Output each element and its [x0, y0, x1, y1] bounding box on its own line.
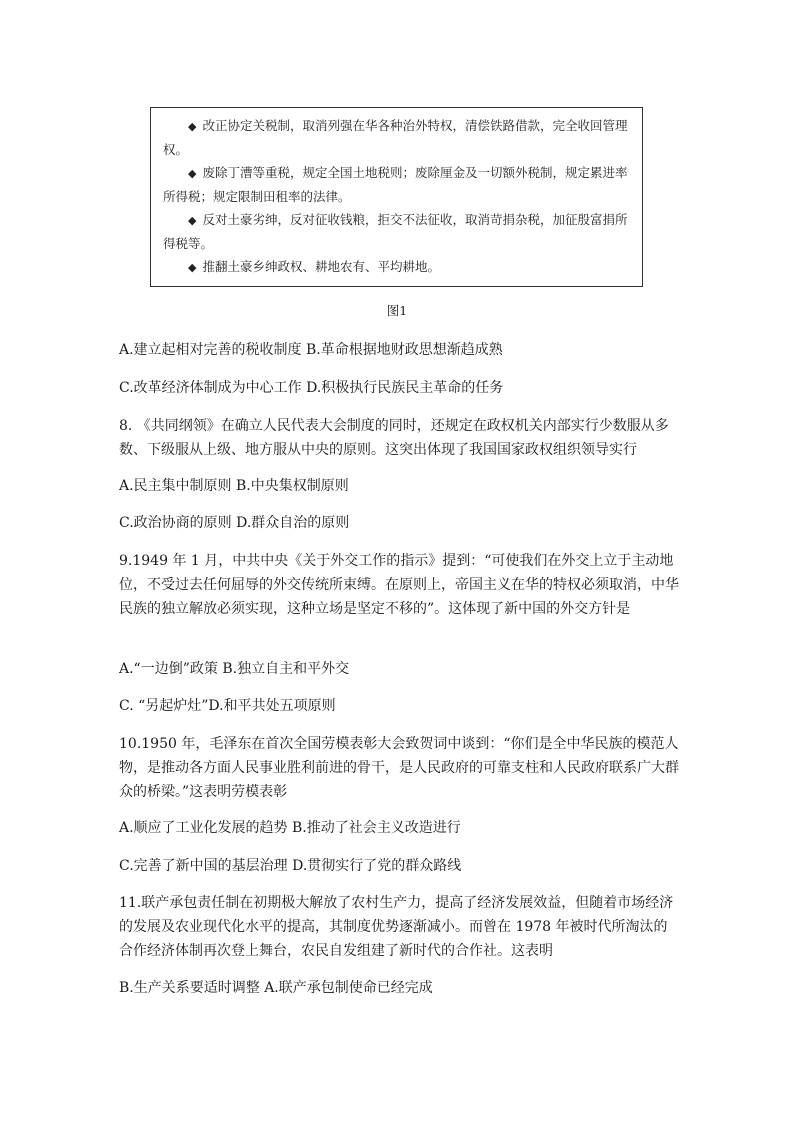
diamond-bullet-icon: ◆: [188, 261, 197, 274]
figure-bullet-text: 改正协定关税制，取消列强在华各种治外特权，清偿铁路借款，完全收回管理权。: [163, 118, 628, 157]
diamond-bullet-icon: ◆: [188, 167, 197, 180]
q8-stem: 8. 《共同纲领》在确立人民代表大会制度的同时，还规定在政权机关内部实行少数服从多数、下级服从上级、地方服从中央的原则。这突出体现了我国国家政权组织领导实行: [119, 418, 669, 458]
q9-stem: 9.1949 年 1 月，中共中央《关于外交工作的指示》提到：“可使我们在外交上立于主动地位，不受过去任何屈辱的外交传统所束缚。在原则上，帝国主义在华的特权必须取消，中华民族的独立解放必须实现，这种立场是坚定不移的”。这体现了新中国的外交方针是: [119, 553, 679, 617]
q7-options-line-2: C.改革经济体制成为中心工作 D.积极执行民族民主革命的任务: [119, 380, 504, 396]
q9-options-line-2: C. “另起炉灶”D.和平共处五项原则: [119, 698, 336, 714]
q10-options-line-1: A.顺应了工业化发展的趋势 B.推动了社会主义改造进行: [119, 820, 461, 836]
figure-bullet-text: 废除丁漕等重税，规定全国土地税则；废除厘金及一切额外税制，规定累进率所得税；规定限制田租率的法律。: [163, 165, 628, 204]
figure-bullet-text: 推翻土豪乡绅政权、耕地农有、平均耕地。: [202, 259, 440, 274]
q8-options-line-1: A.民主集中制原则 B.中央集权制原则: [119, 478, 349, 494]
figure-1-box: [150, 107, 643, 287]
figure-bullet-text: 反对土豪劣绅，反对征收钱粮，拒交不法征收，取消苛捐杂税，加征殷富捐所得税等。: [163, 212, 628, 251]
diamond-bullet-icon: ◆: [188, 120, 197, 133]
figure-caption: 图1: [386, 303, 408, 318]
q7-options-line-1: A.建立起相对完善的税收制度 B.革命根据地财政思想渐趋成熟: [119, 342, 503, 358]
figure-bullet-2: [163, 161, 632, 208]
q10-options-line-2: C.完善了新中国的基层治理 D.贯彻实行了党的群众路线: [119, 858, 462, 874]
figure-bullet-3: [163, 208, 632, 255]
q11-options-line-1: B.生产关系要适时调整 A.联产承包制使命已经完成: [119, 980, 433, 996]
q9-options-line-1: A.“一边倒”政策 B.独立自主和平外交: [119, 661, 350, 677]
diamond-bullet-icon: ◆: [188, 214, 197, 227]
figure-bullet-1: [163, 114, 632, 161]
figure-bullet-4: [163, 255, 632, 279]
q11-stem: 11.联产承包责任制在初期极大解放了农村生产力，提高了经济发展效益，但随着市场经济的发展及农业现代化水平的提高，其制度优势逐渐减小。而曾在 1978 年被时代所淘汰的合作经济体制再次登上舞台，农民自发组建了新时代的合作社。这表明: [119, 895, 674, 959]
q8-options-line-2: C.政治协商的原则 D.群众自治的原则: [119, 515, 350, 531]
q10-stem: 10.1950 年，毛泽东在首次全国劳模表彰大会致贺词中谈到：“你们是全中华民族的模范人物，是推动各方面人民事业胜利前进的骨干，是人民政府的可靠支柱和人民政府联系广大群众的桥梁。”这表明劳模表彰: [119, 736, 679, 800]
